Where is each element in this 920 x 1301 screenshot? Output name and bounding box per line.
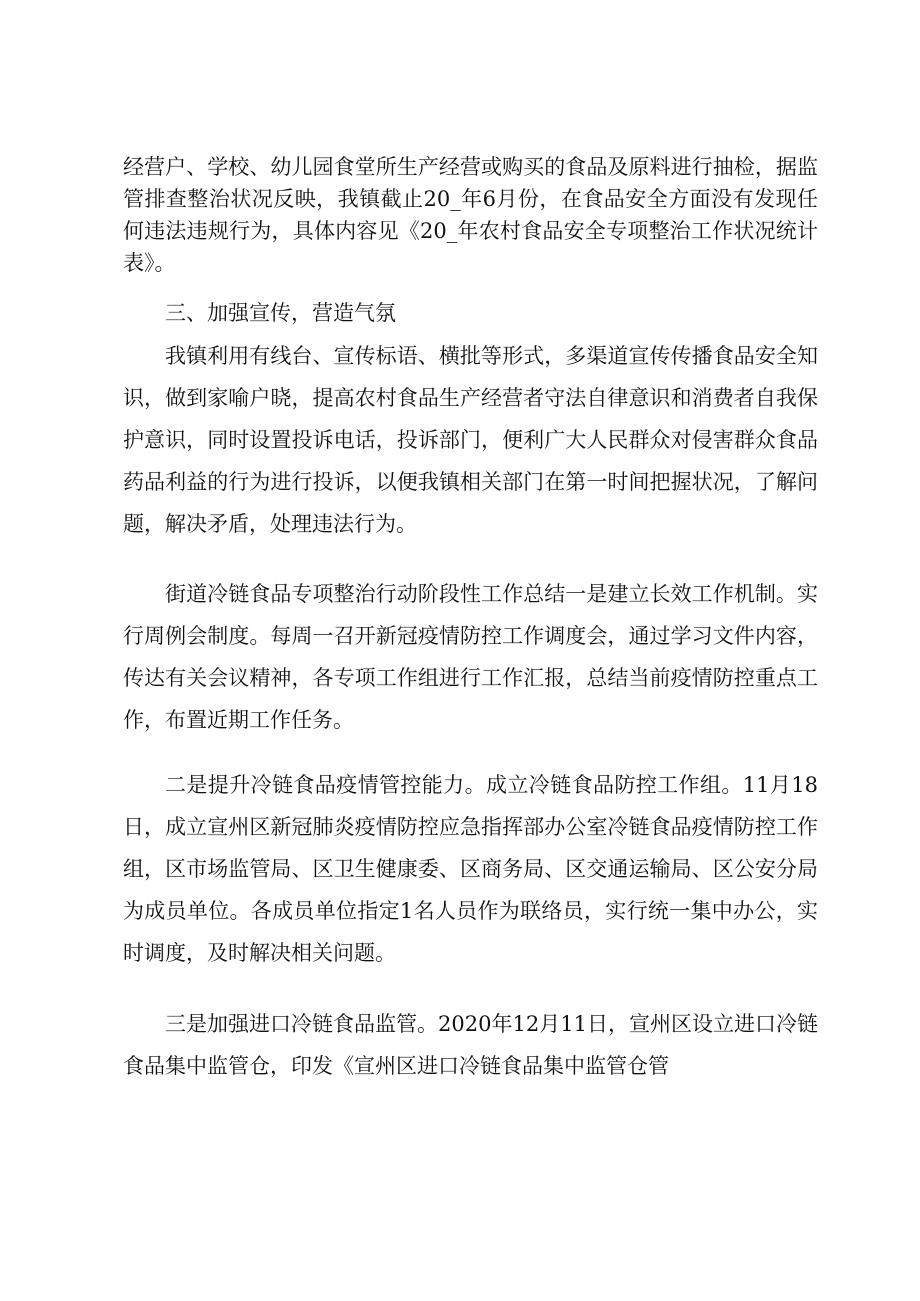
paragraph-cold-chain-control: 二是提升冷链食品疫情管控能力。成立冷链食品防控工作组。11月18日，成立宣州区新冠肺炎疫情防控应急指挥部办公室冷链食品疫情防控工作组，区市场监管局、区卫生健康委、区商务局、区交通运输局、区公安分局为成员单位。各成员单位指定1名人员作为联络员，实行统一集中办公，实时调度，及时解决相关问题。 (123, 773, 818, 965)
paragraph-import-supervision: 三是加强进口冷链食品监管。2020年12月11日，宣州区设立进口冷链食品集中监管仓，印发《宣州区进口冷链食品集中监管仓管 (123, 1012, 818, 1078)
paragraph-long-term-mechanism: 街道冷链食品专项整治行动阶段性工作总结一是建立长效工作机制。实行周例会制度。每周一召开新冠疫情防控工作调度会，通过学习文件内容，传达有关会议精神，各专项工作组进行工作汇报，总结当前疫情防控重点工作，布置近期工作任务。 (123, 582, 818, 732)
paragraph-inspection-results: 经营户、学校、幼儿园食堂所生产经营或购买的食品及原料进行抽检，据监管排查整治状况反映，我镇截止20_年6月份，在食品安全方面没有发现任何违法违规行为，具体内容见《20_年农村食品安全专项整治工作状况统计表》。 (123, 155, 818, 275)
paragraph-publicity: 我镇利用有线台、宣传标语、横批等形式，多渠道宣传传播食品安全知识，做到家喻户晓，提高农村食品生产经营者守法自律意识和消费者自我保护意识，同时设置投诉电话，投诉部门，便利广大人民群众对侵害群众食品药品利益的行为进行投诉，以便我镇相关部门在第一时间把握状况，了解问题，解决矛盾，处理违法行为。 (123, 344, 818, 536)
section-heading-publicity: 三、加强宣传，营造气氛 (165, 301, 396, 325)
